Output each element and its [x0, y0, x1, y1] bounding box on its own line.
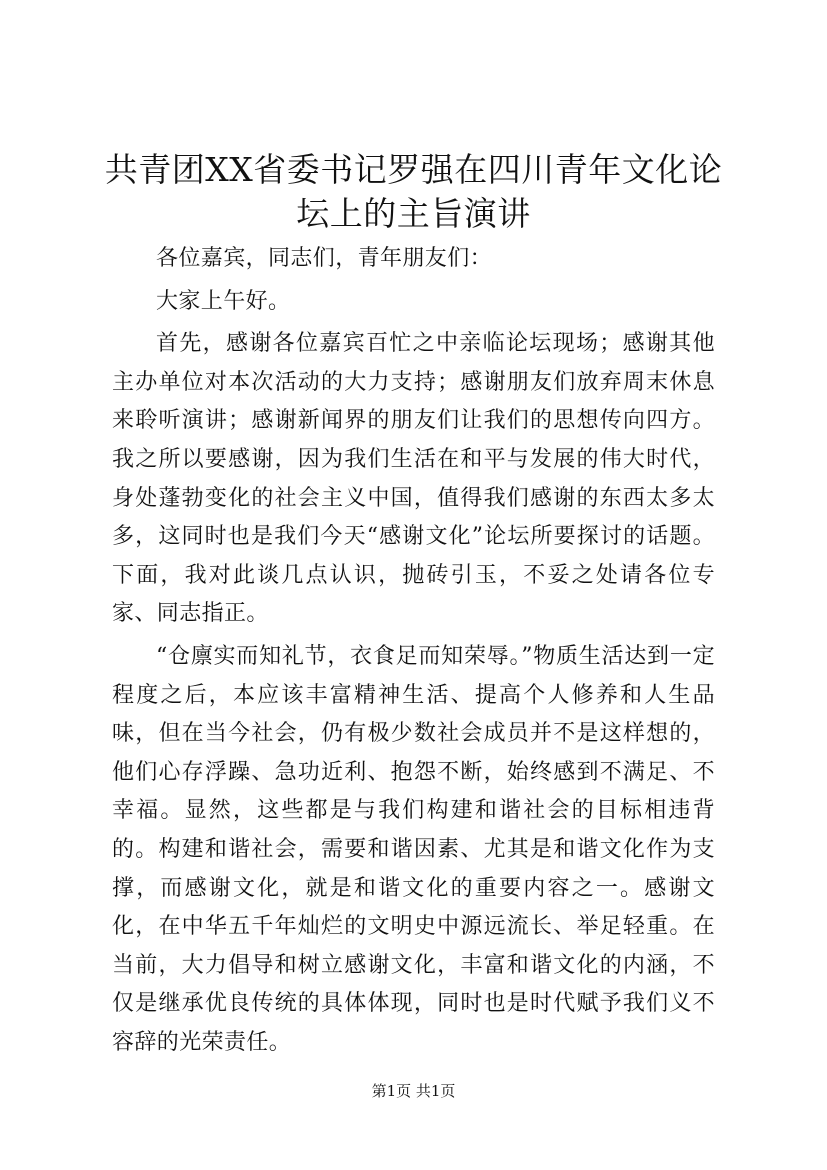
document-title: 共青团XX省委书记罗强在四川青年文化论坛上的主旨演讲 — [104, 150, 723, 233]
page-footer: 第1页 共1页 — [371, 1082, 456, 1100]
paragraph-salutation: 各位嘉宾，同志们，青年朋友们： — [156, 246, 493, 271]
document-body — [112, 240, 715, 1062]
paragraph-thanks: 首先，感谢各位嘉宾百忙之中亲临论坛现场；感谢其他主办单位对本次活动的大力支持；感谢朋友们放弃周末休息来聆听演讲；感谢新闻界的朋友们让我们的思想传向四方。我之所以要感谢，因为我们生活在和平与发展的伟大时代，身处蓬勃变化的社会主义中国，值得我们感谢的东西太多太多，这同时也是我们今天“感谢文化”论坛所要探讨的话题。下面，我对此谈几点认识，抛砖引玉，不妥之处请各位专家、同志指正。 — [112, 331, 715, 627]
paragraph-harmony-culture: “仓廪实而知礼节，衣食足而知荣辱。”物质生活达到一定程度之后，本应该丰富精神生活、提高个人修养和人生品味，但在当今社会，仍有极少数社会成员并不是这样想的，他们心存浮躁、急功近利、抱怨不断，始终感到不满足、不幸福。显然，这些都是与我们构建和谐社会的目标相违背的。构建和谐社会，需要和谐因素、尤其是和谐文化作为支撑，而感谢文化，就是和谐文化的重要内容之一。感谢文化，在中华五千年灿烂的文明史中源远流长、举足轻重。在当前，大力倡导和树立感谢文化，丰富和谐文化的内涵，不仅是继承优良传统的具体体现，同时也是时代赋予我们义不容辞的光荣责任。 — [112, 643, 715, 1055]
paragraph-greeting: 大家上午好。 — [156, 288, 291, 314]
